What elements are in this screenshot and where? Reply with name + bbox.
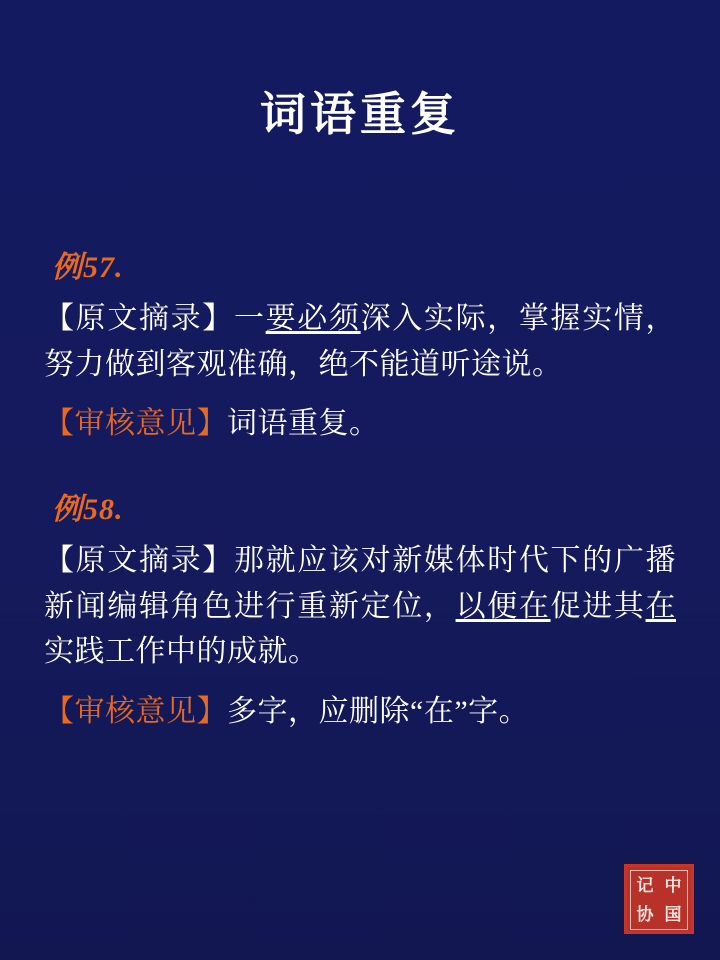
- text-segment: 那就应该对新媒体时代下的广播新闻编辑角色进行重新定位，: [44, 544, 677, 623]
- review-tag: 【审核意见】: [44, 407, 227, 441]
- review-body: 多字，应删除“在”字。: [227, 694, 530, 728]
- seal-char: 中: [664, 876, 682, 895]
- original-tag: 【原文摘录】: [44, 302, 234, 335]
- example-review-text: [44, 401, 676, 446]
- text-segment-underlined: 在: [645, 589, 677, 623]
- review-tag: 【审核意见】: [44, 694, 227, 728]
- text-segment-underlined: 要必须: [265, 302, 361, 335]
- original-tag: 【原文摘录】: [44, 544, 234, 578]
- example-label: 例57.: [52, 251, 124, 284]
- seal-char: 协: [636, 905, 654, 924]
- example-review-text: [44, 689, 676, 734]
- example-block-57: [44, 242, 676, 446]
- example-original-text: [44, 296, 676, 387]
- seal-char: 国: [664, 905, 682, 924]
- example-label: 例58.: [52, 493, 124, 527]
- seal-char: 记: [636, 876, 654, 895]
- page-title: 词语重复: [260, 89, 460, 140]
- spacer: [44, 456, 676, 484]
- seal-inner: [630, 870, 688, 930]
- example-block-58: [44, 484, 676, 734]
- text-segment: 促进其: [550, 589, 646, 623]
- text-segment: 一: [233, 302, 266, 335]
- review-body: 词语重复。: [227, 407, 380, 441]
- text-segment: 实践工作中的成就。: [44, 635, 319, 669]
- content-area: [0, 242, 720, 734]
- seal-stamp: [624, 864, 694, 934]
- text-segment-underlined: 以便在: [455, 589, 551, 623]
- text-segment: 深入实际，掌握实情，努力做到客观准确，绝不能道听途说。: [44, 302, 677, 381]
- example-original-text: [44, 538, 676, 675]
